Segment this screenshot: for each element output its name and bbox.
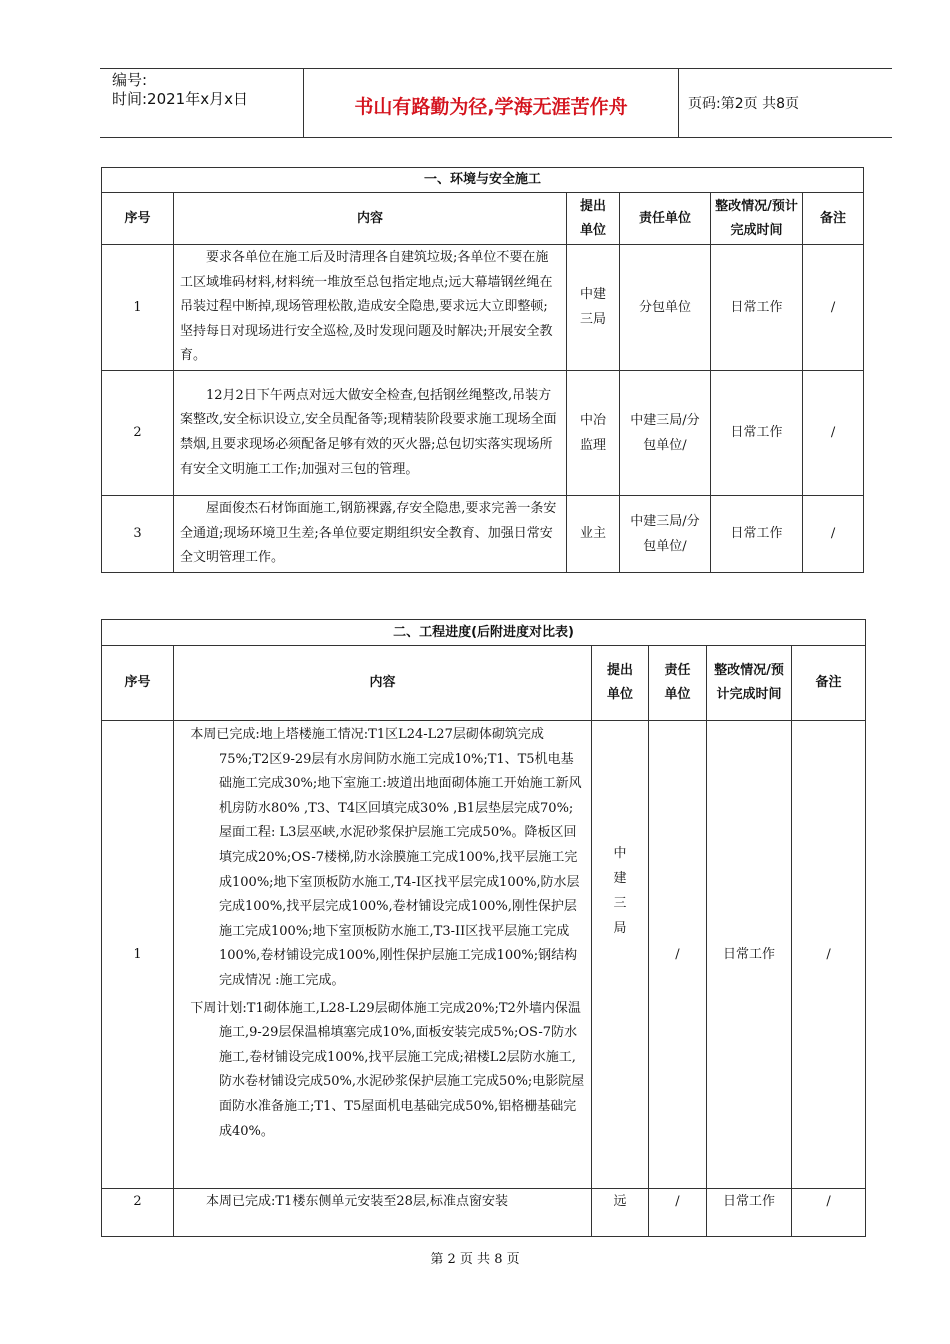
content-next-week: 下周计划:T1砌体施工,L28-L29层砌体施工完成20%;T2外墙内保温施工,9-29层保温棉填塞完成10%,面板安装完成5%;OS-7防水施工,卷材铺设完成100%,找平层施工完成;裙楼L2层防水施工,防水卷材铺设完成50%,水泥砂浆保护层施工完成50%;电影院屋面防水准备施工;T1、T5屋面机电基础完成50%,铝格栅基础完成40%。: [190, 1000, 585, 1139]
table-title: 一、环境与安全施工: [102, 168, 864, 193]
row-content: 本周已完成:T1楼东侧单元安装至28层,标准点窗安装: [174, 1189, 592, 1237]
row-status: 日常工作: [707, 721, 792, 1189]
table-title: 二、工程进度(后附进度对比表): [102, 620, 866, 646]
header-motto: 书山有路勤为径,学海无涯苦作舟: [354, 96, 628, 118]
column-header: 序号: [102, 646, 174, 721]
row-proposer: 远: [592, 1189, 649, 1237]
row-note: /: [792, 721, 866, 1189]
row-content: 12月2日下午两点对远大做安全检查,包括钢丝绳整改,吊装方案整改,安全标识设立,安全员配备等;现精装阶段要求施工现场全面禁烟,且要求现场必须配备足够有效的灭火器;总包切实落实现场所有安全文明施工工作;加强对三包的管理。: [174, 370, 567, 495]
row-responsible: /: [649, 1189, 707, 1237]
header-left: [112, 71, 302, 109]
row-proposer: 业主: [567, 495, 620, 572]
column-header: 整改情况/预计完成时间: [711, 193, 803, 245]
row-proposer: 中建三局: [592, 721, 649, 1189]
row-number: 2: [102, 1189, 174, 1237]
column-header: 内容: [174, 193, 567, 245]
page-header: [100, 68, 892, 138]
row-status: 日常工作: [711, 245, 803, 371]
progress-table: [101, 619, 866, 1237]
row-number: 1: [102, 245, 174, 371]
column-header: 责任单位: [649, 646, 707, 721]
table-row: [102, 721, 866, 1189]
column-header: 提出单位: [567, 193, 620, 245]
column-header: 责任单位: [620, 193, 711, 245]
row-note: /: [803, 245, 864, 371]
row-note: /: [803, 370, 864, 495]
row-responsible: 分包单位: [620, 245, 711, 371]
column-header: 备注: [803, 193, 864, 245]
row-proposer: 中建三局: [567, 245, 620, 371]
table-row: [102, 370, 864, 495]
row-content: [174, 721, 592, 1189]
row-number: 2: [102, 370, 174, 495]
column-header: 内容: [174, 646, 592, 721]
row-status: 日常工作: [707, 1189, 792, 1237]
row-responsible: 中建三局/分包单位/: [620, 370, 711, 495]
header-divider: [678, 69, 679, 137]
row-note: /: [792, 1189, 866, 1237]
row-proposer: 中冶监理: [567, 370, 620, 495]
content-this-week: 本周已完成:地上塔楼施工情况:T1区L24-L27层砌体砌筑完成75%;T2区9-29层有水房间防水施工完成10%;T1、T5机电基础施工完成30%;地下室施工:坡道出地面砌体施工开始施工新风机房防水80% ,T3、T4区回填完成30% ,B1层垫层完成70%;屋面工程: L3层巫峡,水泥砂浆保护层施工完成50%。降板区回填完成20%;OS-7楼梯,防水涂膜施工完成100%,找平层施工完成100%;地下室顶板防水施工,T4-Ⅰ区找平层完成100%,防水层完成100%,找平层完成100%,卷材铺设完成100%,刚性保护层施工完成100%;地下室顶板防水施工,T3-II区找平层施工完成100%,卷材铺设完成100%,刚性保护层施工完成100%;钢结构完成情况 :施工完成。: [190, 727, 582, 988]
table-row: [102, 495, 864, 572]
document-time-label: 时间:2021年x月x日: [112, 90, 248, 108]
row-status: 日常工作: [711, 370, 803, 495]
row-status: 日常工作: [711, 495, 803, 572]
header-page-info: 页码:第2页 共8页: [688, 96, 799, 112]
document-number-label: 编号:: [112, 71, 148, 89]
page-footer: 第 2 页 共 8 页: [430, 1252, 520, 1267]
row-number: 3: [102, 495, 174, 572]
table-row: [102, 1189, 866, 1237]
row-number: 1: [102, 721, 174, 1189]
table-row: [102, 245, 864, 371]
safety-table: [101, 167, 864, 573]
row-note: /: [803, 495, 864, 572]
column-header: 备注: [792, 646, 866, 721]
row-content: 要求各单位在施工后及时清理各自建筑垃圾;各单位不要在施工区域堆码材料,材料统一堆放至总包指定地点;远大幕墙钢丝绳在吊装过程中断掉,现场管理松散,造成安全隐患,要求远大立即整顿;坚持每日对现场进行安全巡检,及时发现问题及时解决;开展安全教育。: [174, 245, 567, 371]
row-responsible: /: [649, 721, 707, 1189]
row-responsible: 中建三局/分包单位/: [620, 495, 711, 572]
row-content: 屋面俊杰石材饰面施工,钢筋裸露,存安全隐患,要求完善一条安全通道;现场环境卫生差;各单位要定期组织安全教育、加强日常安全文明管理工作。: [174, 495, 567, 572]
column-header: 序号: [102, 193, 174, 245]
column-header: 提出单位: [592, 646, 649, 721]
column-header: 整改情况/预计完成时间: [707, 646, 792, 721]
